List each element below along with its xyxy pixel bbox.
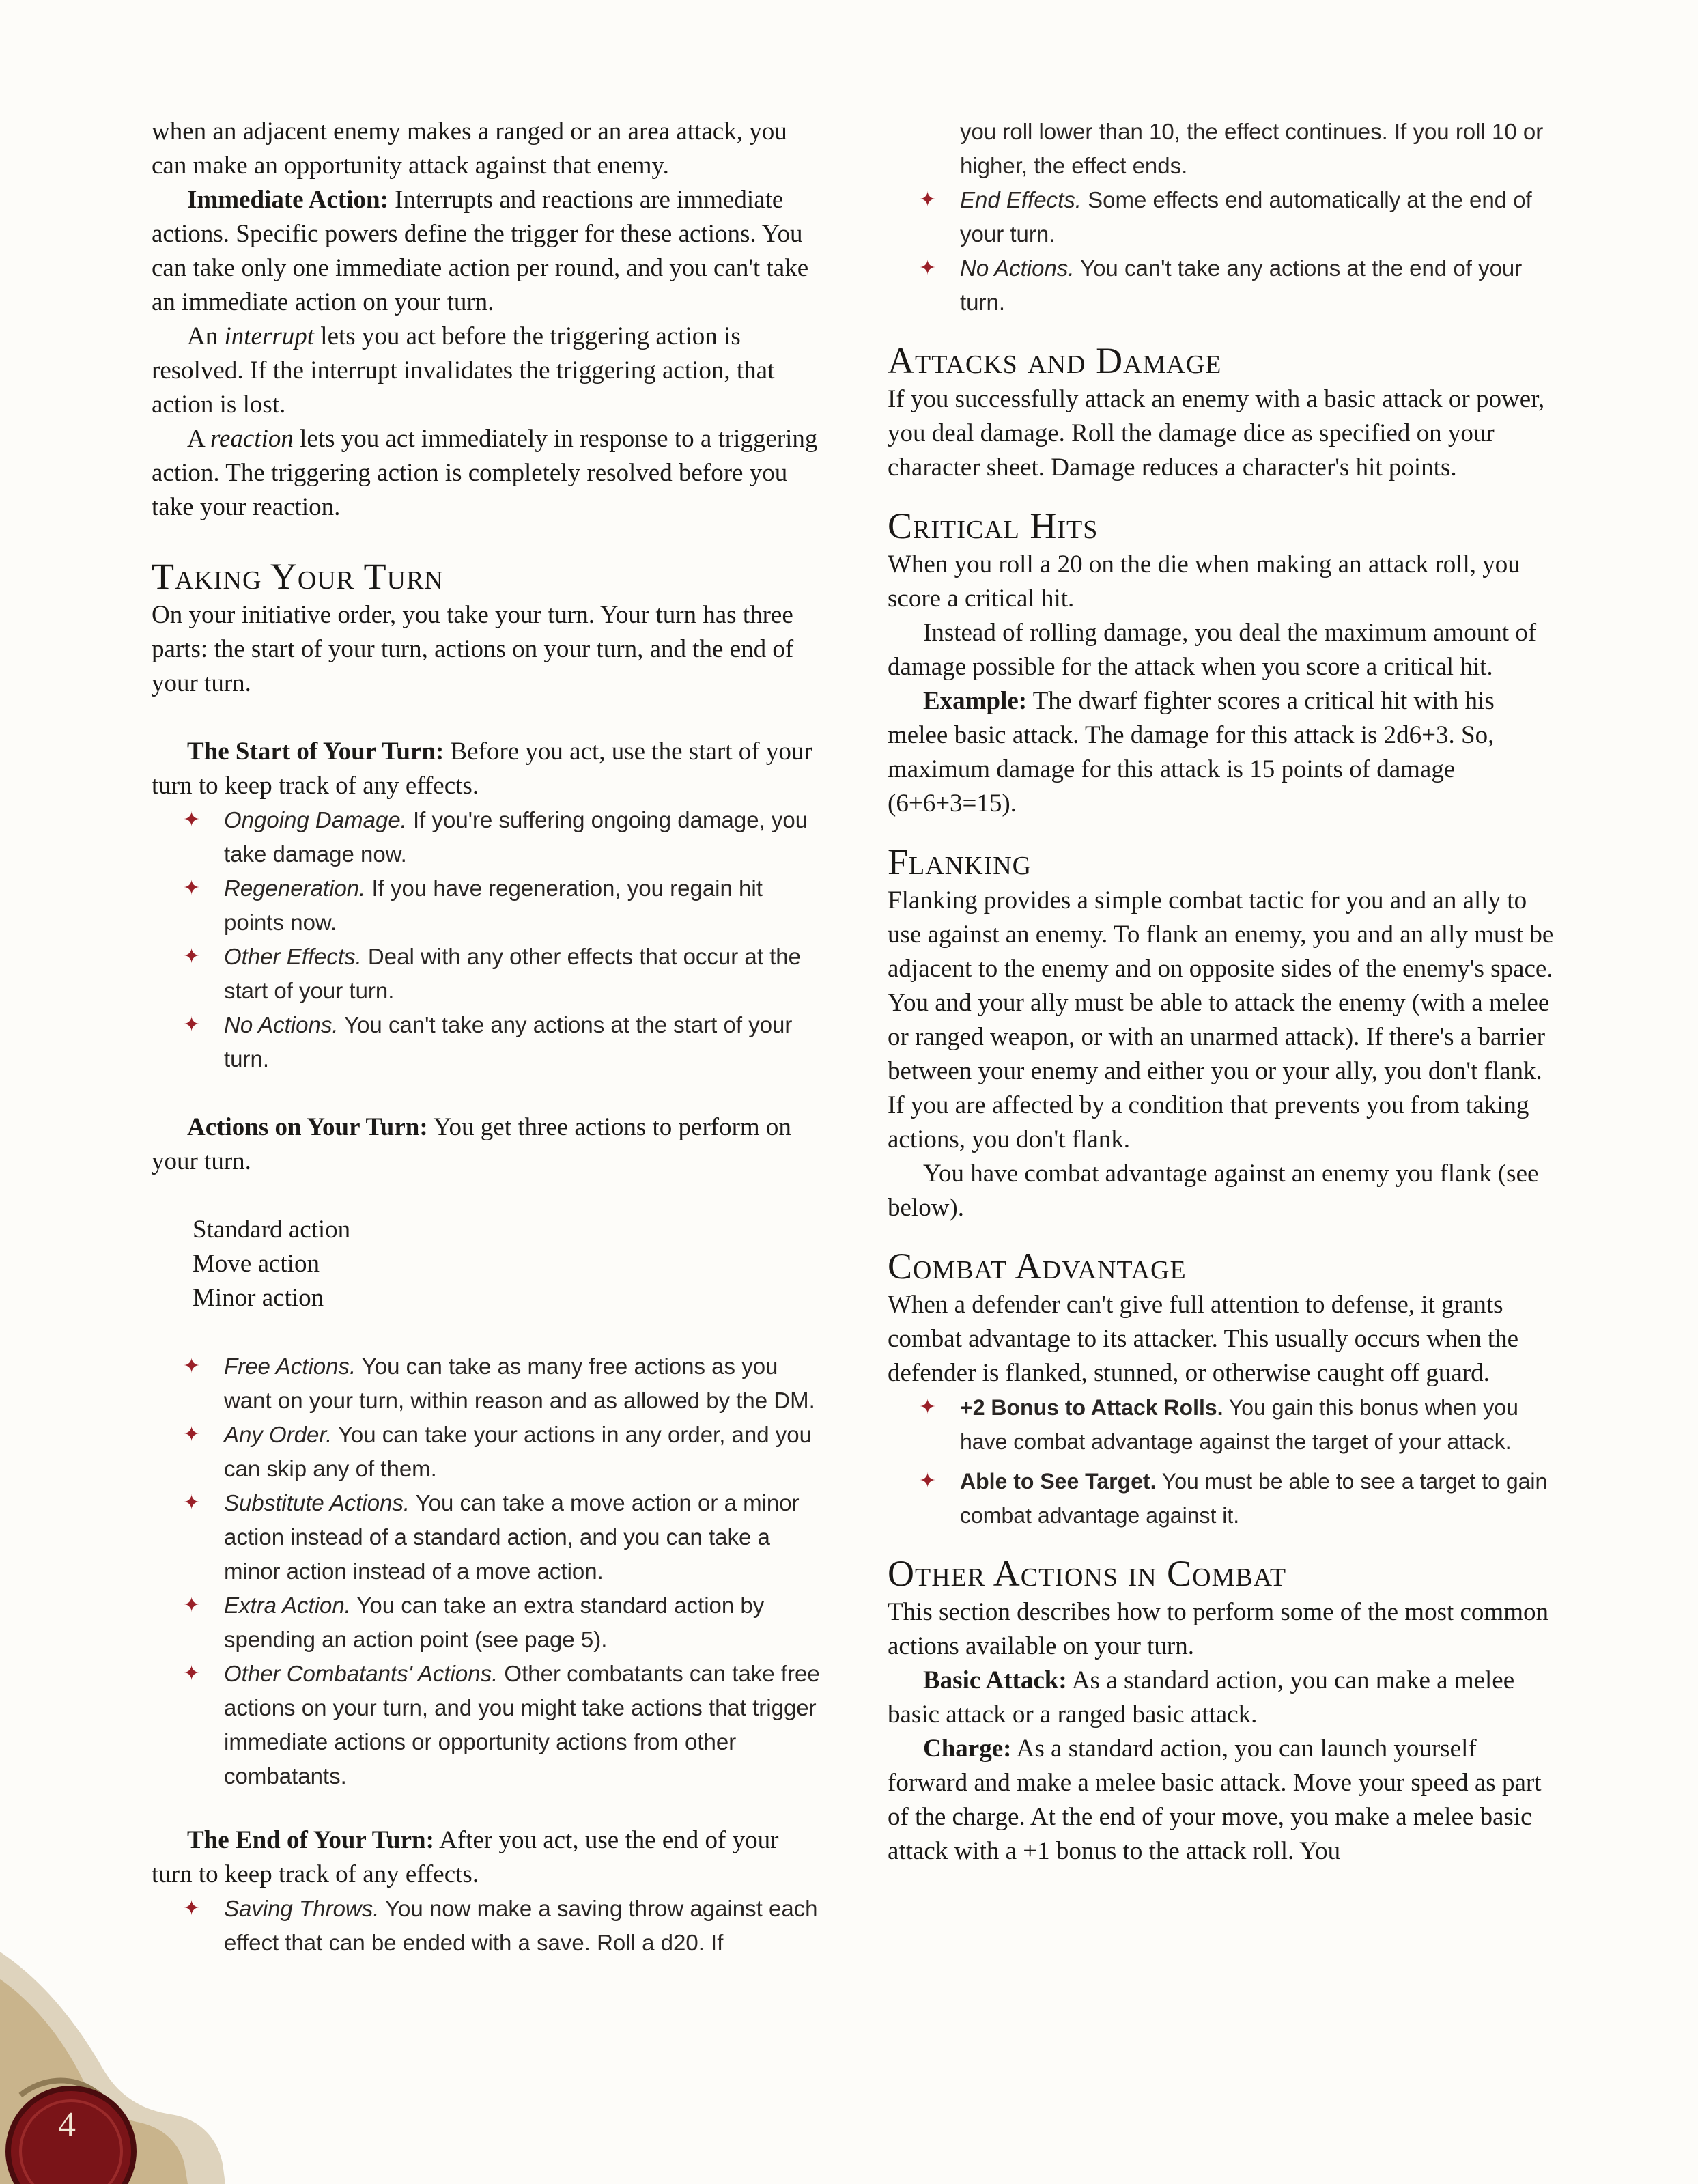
diamond-bullet-icon: ✦ xyxy=(183,1594,201,1616)
paragraph-combat-advantage: When a defender can't give full attention to defense, it grants combat advantage to its attacker. This usually occurs when the defender is flanked, stunned, or otherwise caught off guard. xyxy=(888,1291,1519,1387)
paragraph-immediate-action: Immediate Action: Interrupts and reactions are immediate actions. Specific powers define the trigger for these actions. You can take only one immediate action per round, and you can't take an immediate action on your turn. xyxy=(152,186,809,316)
paragraph-example: Example: The dwarf fighter scores a critical hit with his melee basic attack. The damage for this attack is 2d6+3. So, maximum damage for this attack is 15 points of damage (6+6+3=15). xyxy=(888,687,1495,817)
term-charge: Charge: xyxy=(923,1735,1012,1763)
page-number: 4 xyxy=(58,2105,76,2144)
paragraph-reaction: A reaction lets you act immediately in response to a triggering action. The triggering action is completely resolved before you take your reaction. xyxy=(152,425,818,521)
diamond-bullet-icon: ✦ xyxy=(183,877,201,899)
heading-flanking: Flanking xyxy=(888,841,1032,882)
heading-taking-your-turn: Taking Your Turn xyxy=(152,556,444,597)
heading-attacks-and-damage: Attacks and Damage xyxy=(888,340,1222,381)
diamond-bullet-icon: ✦ xyxy=(183,945,201,968)
term-basic-attack: Basic Attack: xyxy=(923,1666,1067,1694)
list-item: ✦ +2 Bonus to Attack Rolls. You gain this bonus when you have combat advantage against the target of your attack. xyxy=(888,1390,1560,1459)
list-item: ✦ Other Effects. Deal with any other effects that occur at the start of your turn. xyxy=(152,940,821,1008)
list-item: ✦ No Actions. You can't take any actions at the start of your turn. xyxy=(152,1008,821,1076)
paragraph-other-actions: This section describes how to perform some of the most common actions available on your turn. xyxy=(888,1598,1548,1660)
paragraph-charge: Charge: As a standard action, you can launch yourself forward and make a melee basic attack. Move your speed as part of the charge. At the end of your move, you make a melee basic attack with a +1 bonus to the attack roll. You xyxy=(888,1735,1542,1865)
heading-other-actions: Other Actions in Combat xyxy=(888,1553,1287,1594)
list-item: Standard action xyxy=(193,1216,351,1244)
paragraph-end-of-turn: The End of Your Turn: After you act, use the end of your turn to keep track of any effects. xyxy=(152,1826,779,1888)
list-item: Move action xyxy=(193,1250,320,1278)
diamond-bullet-icon: ✦ xyxy=(919,1470,937,1492)
diamond-bullet-icon: ✦ xyxy=(183,1013,201,1036)
action-type-list xyxy=(152,1213,821,1315)
paragraph-actions-on-turn: Actions on Your Turn: You get three actions to perform on your turn. xyxy=(152,1113,791,1175)
diamond-bullet-icon: ✦ xyxy=(919,257,937,279)
diamond-bullet-icon: ✦ xyxy=(919,188,937,211)
right-column xyxy=(888,115,1560,1868)
term-actions-on-turn: Actions on Your Turn: xyxy=(187,1113,428,1141)
diamond-bullet-icon: ✦ xyxy=(183,809,201,831)
paragraph-flanking: Flanking provides a simple combat tactic for you and an ally to use against an enemy. To flank an enemy, you and an ally must be adjacent to the enemy and on opposite sides of the enemy's space. You and your ally must be able to attack the enemy (with a melee or ranged weapon, or with an unarmed attack). If there's a barrier between your enemy and either you or your ally, you don't flank. If you are affected by a condition that prevents you from taking actions, you don't flank. xyxy=(888,886,1554,1153)
paragraph-start-of-turn: The Start of Your Turn: Before you act, use the start of your turn to keep track of any effects. xyxy=(152,738,812,800)
paragraph-taking-turn: On your initiative order, you take your turn. Your turn has three parts: the start of your turn, actions on your turn, and the end of your turn. xyxy=(152,601,794,697)
term-immediate-action: Immediate Action: xyxy=(187,186,388,214)
list-item: ✦ Other Combatants' Actions. Other combatants can take free actions on your turn, and you might take actions that trigger immediate actions or opportunity actions from other combatants. xyxy=(152,1657,821,1793)
paragraph-attacks: If you successfully attack an enemy with a basic attack or power, you deal damage. Roll the damage dice as specified on your character sheet. Damage reduces a character's hit points. xyxy=(888,385,1545,481)
paragraph-interrupt: An interrupt lets you act before the triggering action is resolved. If the interrupt invalidates the triggering action, that action is lost. xyxy=(152,322,775,419)
start-bullet-list xyxy=(152,803,821,1076)
list-item: ✦ Saving Throws. You now make a saving throw against each effect that can be ended with a save. Roll a d20. If xyxy=(152,1892,821,1960)
paragraph-basic-attack: Basic Attack: As a standard action, you can make a melee basic attack or a ranged basic attack. xyxy=(888,1666,1515,1728)
term-example: Example: xyxy=(923,687,1028,715)
list-item: ✦ No Actions. You can't take any actions at the end of your turn. xyxy=(888,251,1560,320)
diamond-bullet-icon: ✦ xyxy=(919,1396,937,1418)
list-item: ✦ Ongoing Damage. If you're suffering ongoing damage, you take damage now. xyxy=(152,803,821,871)
left-column xyxy=(152,115,821,1960)
diamond-bullet-icon: ✦ xyxy=(183,1662,201,1685)
list-item: ✦ Any Order. You can take your actions in any order, and you can skip any of them. xyxy=(152,1418,821,1486)
paragraph-critical-2: Instead of rolling damage, you deal the maximum amount of damage possible for the attack when you score a critical hit. xyxy=(888,619,1537,681)
list-item: ✦ Regeneration. If you have regeneration, you regain hit points now. xyxy=(152,871,821,940)
paragraph-critical: When you roll a 20 on the die when making an attack roll, you score a critical hit. xyxy=(888,550,1520,613)
heading-combat-advantage: Combat Advantage xyxy=(888,1246,1187,1287)
action-bullet-list xyxy=(152,1349,821,1793)
list-item: Minor action xyxy=(193,1284,324,1312)
list-item: ✦ Substitute Actions. You can take a move action or a minor action instead of a standard action, and you can take a minor action instead of a move action. xyxy=(152,1486,821,1588)
diamond-bullet-icon: ✦ xyxy=(183,1897,201,1920)
diamond-bullet-icon: ✦ xyxy=(183,1355,201,1377)
paragraph-flanking-2: You have combat advantage against an enemy you flank (see below). xyxy=(888,1160,1539,1222)
list-item: ✦ Extra Action. You can take an extra standard action by spending an action point (see page 5). xyxy=(152,1588,821,1657)
term-end-of-turn: The End of Your Turn: xyxy=(187,1826,434,1854)
term-interrupt: interrupt xyxy=(224,322,315,350)
list-item: ✦ Able to See Target. You must be able to see a target to gain combat advantage against it. xyxy=(888,1464,1560,1532)
list-item: ✦ Free Actions. You can take as many free actions as you want on your turn, within reason and as allowed by the DM. xyxy=(152,1349,821,1418)
list-item: ✦ End Effects. Some effects end automatically at the end of your turn. xyxy=(888,183,1560,251)
heading-critical-hits: Critical Hits xyxy=(888,505,1099,546)
term-reaction: reaction xyxy=(210,425,294,453)
list-item-continued: you roll lower than 10, the effect continues. If you roll 10 or higher, the effect ends. xyxy=(960,119,1544,178)
corner-ornament-icon xyxy=(0,1938,225,2184)
diamond-bullet-icon: ✦ xyxy=(183,1492,201,1514)
paragraph-opportunity: when an adjacent enemy makes a ranged or an area attack, you can make an opportunity attack against that enemy. xyxy=(152,117,787,180)
diamond-bullet-icon: ✦ xyxy=(183,1423,201,1446)
term-start-of-turn: The Start of Your Turn: xyxy=(187,738,444,766)
